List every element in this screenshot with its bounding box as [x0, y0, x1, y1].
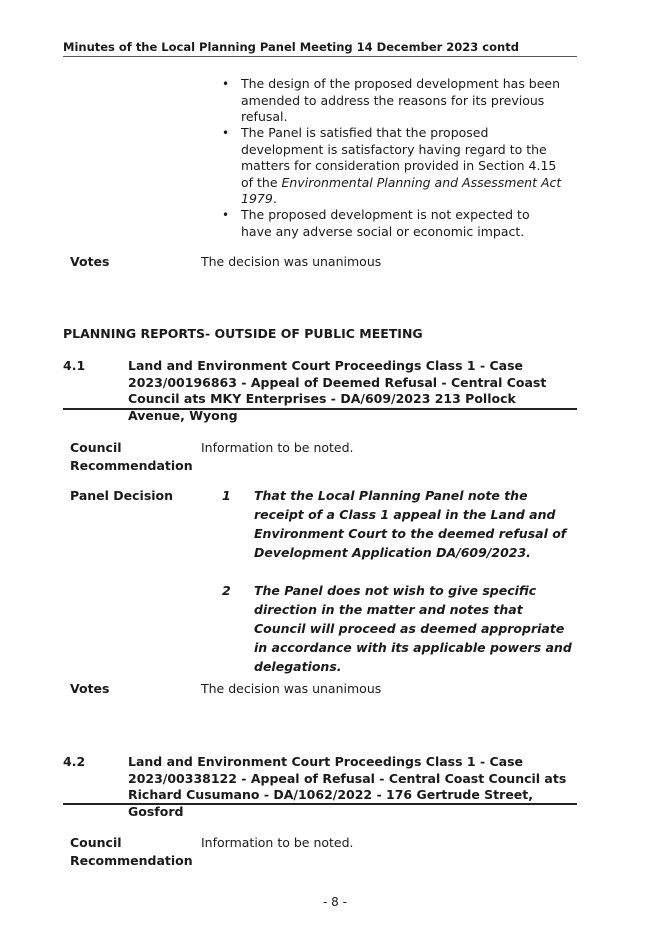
item-4-1-rule [63, 408, 577, 410]
reason-2-text: The Panel is satisfied that the proposed development is satisfactory having regard to the matters for consideration provided in Section 4.15 of the [241, 125, 557, 190]
bullet-1: • [222, 77, 230, 91]
item-4-2-rule [63, 803, 577, 805]
page-header: Minutes of the Local Planning Panel Meeting 14 December 2023 contd [63, 40, 519, 54]
item-4-1-number: 4.1 [63, 358, 86, 373]
reason-2: The Panel is satisfied that the proposed development is satisfactory having regard to the matters for consideration provided in Section 4.15 of the Environmental Planning and Assessment Act 1979. [241, 125, 562, 206]
page-number: - 8 - [323, 895, 347, 909]
section-heading: PLANNING REPORTS- OUTSIDE OF PUBLIC MEETING [63, 326, 423, 341]
decision-2-text: The Panel does not wish to give specific direction in the matter and notes that Council will proceed as deemed appropriate in accordance with its applicable powers and delegations. [254, 583, 572, 674]
item-4-1-votes-text: The decision was unanimous [201, 681, 382, 696]
decision-1-number: 1 [222, 488, 231, 503]
item-4-1-council-text: Information to be noted. [201, 440, 354, 455]
bullet-3: • [222, 208, 230, 222]
item-4-2-title: Land and Environment Court Proceedings Class 1 - Case 2023/00338122 - Appeal of Refusal - Central Coast Council ats Richard Cusumano - DA/1062/2022 - 176 Gertrude Street, Gosford [128, 754, 567, 819]
reason-1: The design of the proposed development has been amended to address the reasons for its previous refusal. [241, 76, 561, 124]
item-4-1-council-label: Council Recommendation [70, 440, 193, 473]
item-4-2-council-label: Council Recommendation [70, 835, 193, 868]
item-4-2-council-text: Information to be noted. [201, 835, 354, 850]
header-rule [63, 56, 577, 57]
votes-label: Votes [70, 254, 110, 269]
item-4-1-title: Land and Environment Court Proceedings Class 1 - Case 2023/00196863 - Appeal of Deemed Refusal - Central Coast Council ats MKY Enterprises - DA/609/2023 213 Pollock Avenue, Wyong [128, 358, 547, 423]
decision-2-number: 2 [222, 583, 231, 598]
reason-2-act: Environmental Planning and Assessment Act 1979 [241, 174, 562, 206]
item-4-1-votes-label: Votes [70, 681, 110, 696]
decision-1-text: That the Local Planning Panel note the receipt of a Class 1 appeal in the Land and Environment Court to the deemed refusal of Development Application DA/609/2023. [254, 488, 567, 560]
item-4-2-number: 4.2 [63, 754, 86, 769]
reason-3: The proposed development is not expected to have any adverse social or economic impact. [241, 207, 530, 239]
votes-text: The decision was unanimous [201, 254, 382, 269]
item-4-1-panel-label: Panel Decision [70, 488, 174, 503]
bullet-2: • [222, 126, 230, 140]
